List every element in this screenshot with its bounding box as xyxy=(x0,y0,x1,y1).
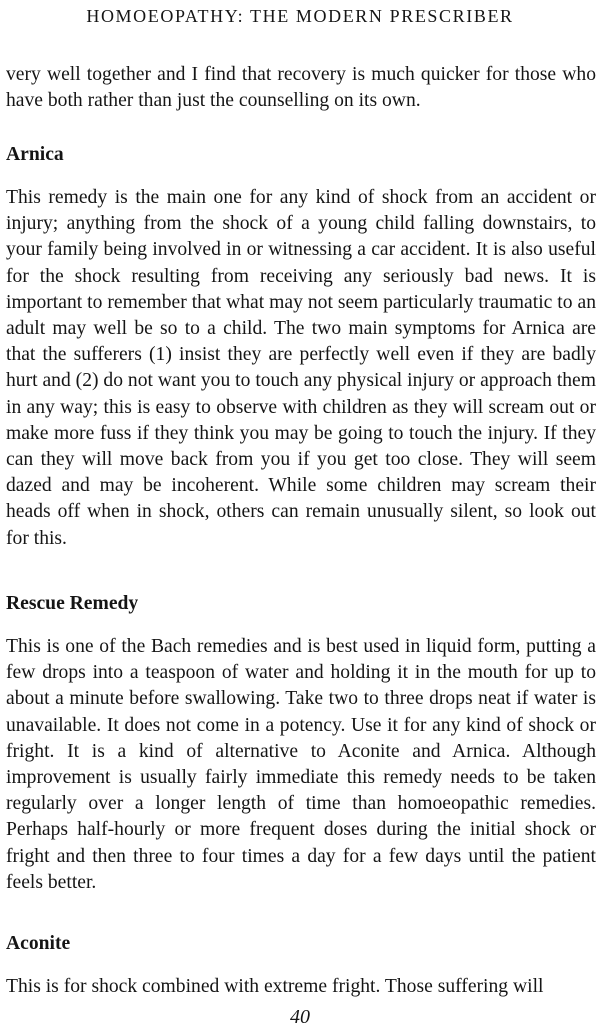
section-body-arnica: This remedy is the main one for any kind of shock from an accident or injury; anything from the shock of a young child falling downstairs, to your family being involved in or witnessing a car accident. It is also useful for the shock resulting from receiving any seriously bad news. It is important to remember that what may not seem particularly traumatic to an adult may well be so to a child. The two main symptoms for Arnica are that the sufferers (1) insist they are perfectly well even if they are badly hurt and (2) do not want you to touch any physical injury or approach them in any way; this is easy to observe with children as they will scream out or make more fuss if they think you may be going to touch the injury. If they can they will move back from you if you get too close. They will seem dazed and may be incoherent. While some children may scream their heads off when in shock, others can remain unusually silent, so look out for this. xyxy=(6,187,596,549)
section-heading-aconite: Aconite xyxy=(6,933,71,954)
section-heading-arnica: Arnica xyxy=(6,144,64,165)
running-head: HOMOEOPATHY: THE MODERN PRESCRIBER xyxy=(86,6,514,26)
page-number: 40 xyxy=(290,1006,310,1028)
section-body-aconite: This is for shock combined with extreme fright. Those suffering will xyxy=(6,976,544,997)
section-heading-rescue-remedy: Rescue Remedy xyxy=(6,593,139,614)
section-body-rescue-remedy: This is one of the Bach remedies and is best used in liquid form, putting a few drops into a teaspoon of water and holding it in the mouth for up to about a minute before swallowing. Take two to three drops neat if water is unavailable. It does not come in a potency. Use it for any kind of shock or fright. It is a kind of alternative to Aconite and Arnica. Although improvement is usually fairly immediate this remedy needs to be taken regularly over a longer length of time than homoeopathic remedies. Perhaps half-hourly or more frequent doses during the initial shock or fright and then three to four times a day for a few days until the patient feels better. xyxy=(6,636,596,893)
intro-paragraph: very well together and I find that recovery is much quicker for those who have both rather than just the counselling on its own. xyxy=(6,64,596,112)
